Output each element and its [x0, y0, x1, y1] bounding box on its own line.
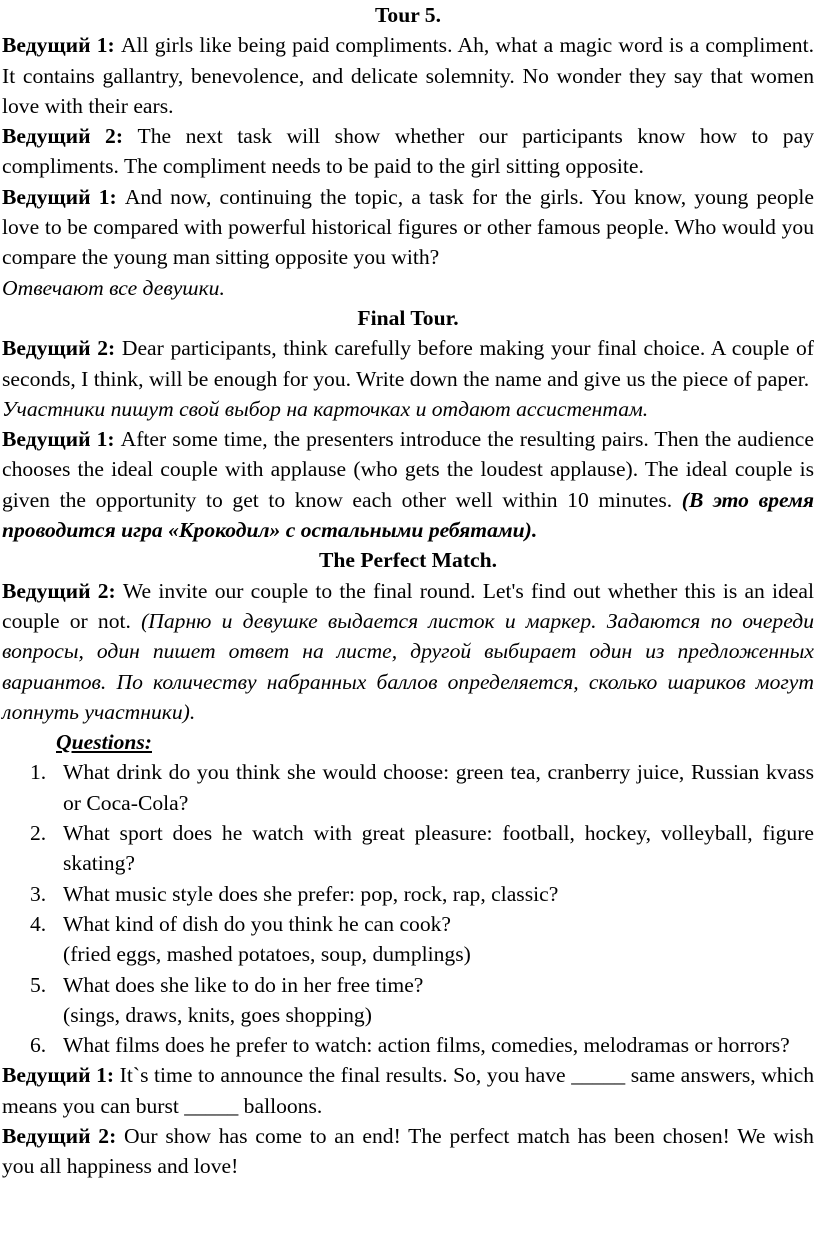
paragraph-text: All girls like being paid compliments. Ah, what a magic word is a compliment. It contains gallantry, benevolence, and delicate solemnity. No wonder they say that women love with their ears. — [2, 33, 814, 118]
question-text: What films does he prefer to watch: action films, comedies, melodramas or horrors? — [63, 1033, 790, 1058]
stage-note-participants-write: Участники пишут свой выбор на карточках и отдают ассистентам. — [2, 396, 649, 421]
speaker-label: Ведущий 1: — [2, 184, 117, 209]
question-item — [2, 909, 814, 970]
paragraph-text: After some time, the presenters introduce the resulting pairs. Then the audience chooses the ideal couple with applause (who gets the loudest applause). The ideal couple is given the opportunity to get to know each other well within 10 minutes. — [2, 427, 814, 512]
stage-note-girls-answer: Отвечают все девушки. — [2, 275, 225, 300]
speaker-label: Ведущий 1: — [2, 1063, 115, 1088]
question-text: What does she like to do in her free time? — [63, 972, 424, 997]
question-item — [2, 757, 814, 818]
question-number: 5. — [30, 972, 47, 997]
questions-heading: Questions: — [56, 730, 152, 755]
question-options: (fried eggs, mashed potatoes, soup, dumplings) — [63, 942, 471, 967]
speaker-label: Ведущий 2: — [2, 1123, 117, 1148]
question-text: What drink do you think she would choose: green tea, cranberry juice, Russian kvass or Coca-Cola? — [63, 760, 814, 815]
speaker-label: Ведущий 2: — [2, 124, 124, 149]
speaker-label: Ведущий 2: — [2, 336, 116, 361]
paragraph-host1-results — [2, 1060, 814, 1121]
paragraph-text: It`s time to announce the final results. So, you have _____ same answers, which means you can burst _____ balloons. — [2, 1063, 814, 1118]
paragraph-text: We invite our couple to the final round. Let's find out whether this is an ideal couple or not. — [2, 578, 814, 633]
question-number: 2. — [30, 821, 47, 846]
question-number: 3. — [30, 881, 47, 906]
question-number: 6. — [30, 1033, 47, 1058]
question-text: What music style does she prefer: pop, rock, rap, classic? — [63, 881, 559, 906]
paragraph-text: The next task will show whether our participants know how to pay compliments. The compliment needs to be paid to the girl sitting opposite. — [2, 124, 814, 179]
speaker-label: Ведущий 1: — [2, 33, 115, 58]
paragraph-text: And now, continuing the topic, a task for the girls. You know, young people love to be compared with powerful historical figures or other famous people. Who would you compare the young man sitting opposite you with? — [2, 184, 814, 270]
questions-list — [2, 757, 814, 1060]
question-item — [2, 879, 814, 909]
paragraph-host1-compliments — [2, 30, 814, 121]
paragraph-host1-pairs — [2, 424, 814, 545]
section-title-final-tour: Final Tour. — [357, 305, 459, 330]
question-item — [2, 818, 814, 879]
question-item — [2, 1030, 814, 1060]
question-number: 1. — [30, 760, 47, 785]
paragraph-host2-task — [2, 121, 814, 182]
paragraph-text: Dear participants, think carefully before making your final choice. A couple of seconds, I think, will be enough for you. Write down the name and give us the piece of paper. — [2, 336, 814, 391]
question-number: 4. — [30, 911, 47, 936]
paragraph-host2-final-choice — [2, 333, 814, 394]
question-options: (sings, draws, knits, goes shopping) — [63, 1002, 372, 1027]
stage-note-round-rules: (Парню и девушке выдается листок и маркер. Задаются по очереди вопросы, один пишет ответ на листе, другой выбирает один из предложенных вариантов. По количеству набранных баллов определяется, сколько шариков могут лопнуть участники). — [2, 608, 814, 724]
speaker-label: Ведущий 1: — [2, 427, 115, 452]
paragraph-text: Our show has come to an end! The perfect match has been chosen! We wish you all happiness and love! — [2, 1123, 814, 1179]
speaker-label: Ведущий 2: — [2, 578, 116, 603]
section-title-tour5: Tour 5. — [374, 3, 441, 27]
section-title-perfect-match: The Perfect Match. — [318, 548, 498, 573]
paragraph-host2-closing — [2, 1121, 814, 1182]
question-text: What kind of dish do you think he can cook? — [63, 911, 452, 936]
paragraph-host2-final-round — [2, 576, 814, 727]
stage-note-crocodile: (В это время проводится игра «Крокодил» с остальными ребятами). — [2, 487, 814, 543]
question-item — [2, 970, 814, 1031]
question-text: What sport does he watch with great pleasure: football, hockey, volleyball, figure skating? — [63, 821, 814, 876]
paragraph-host1-girls-task — [2, 182, 814, 273]
